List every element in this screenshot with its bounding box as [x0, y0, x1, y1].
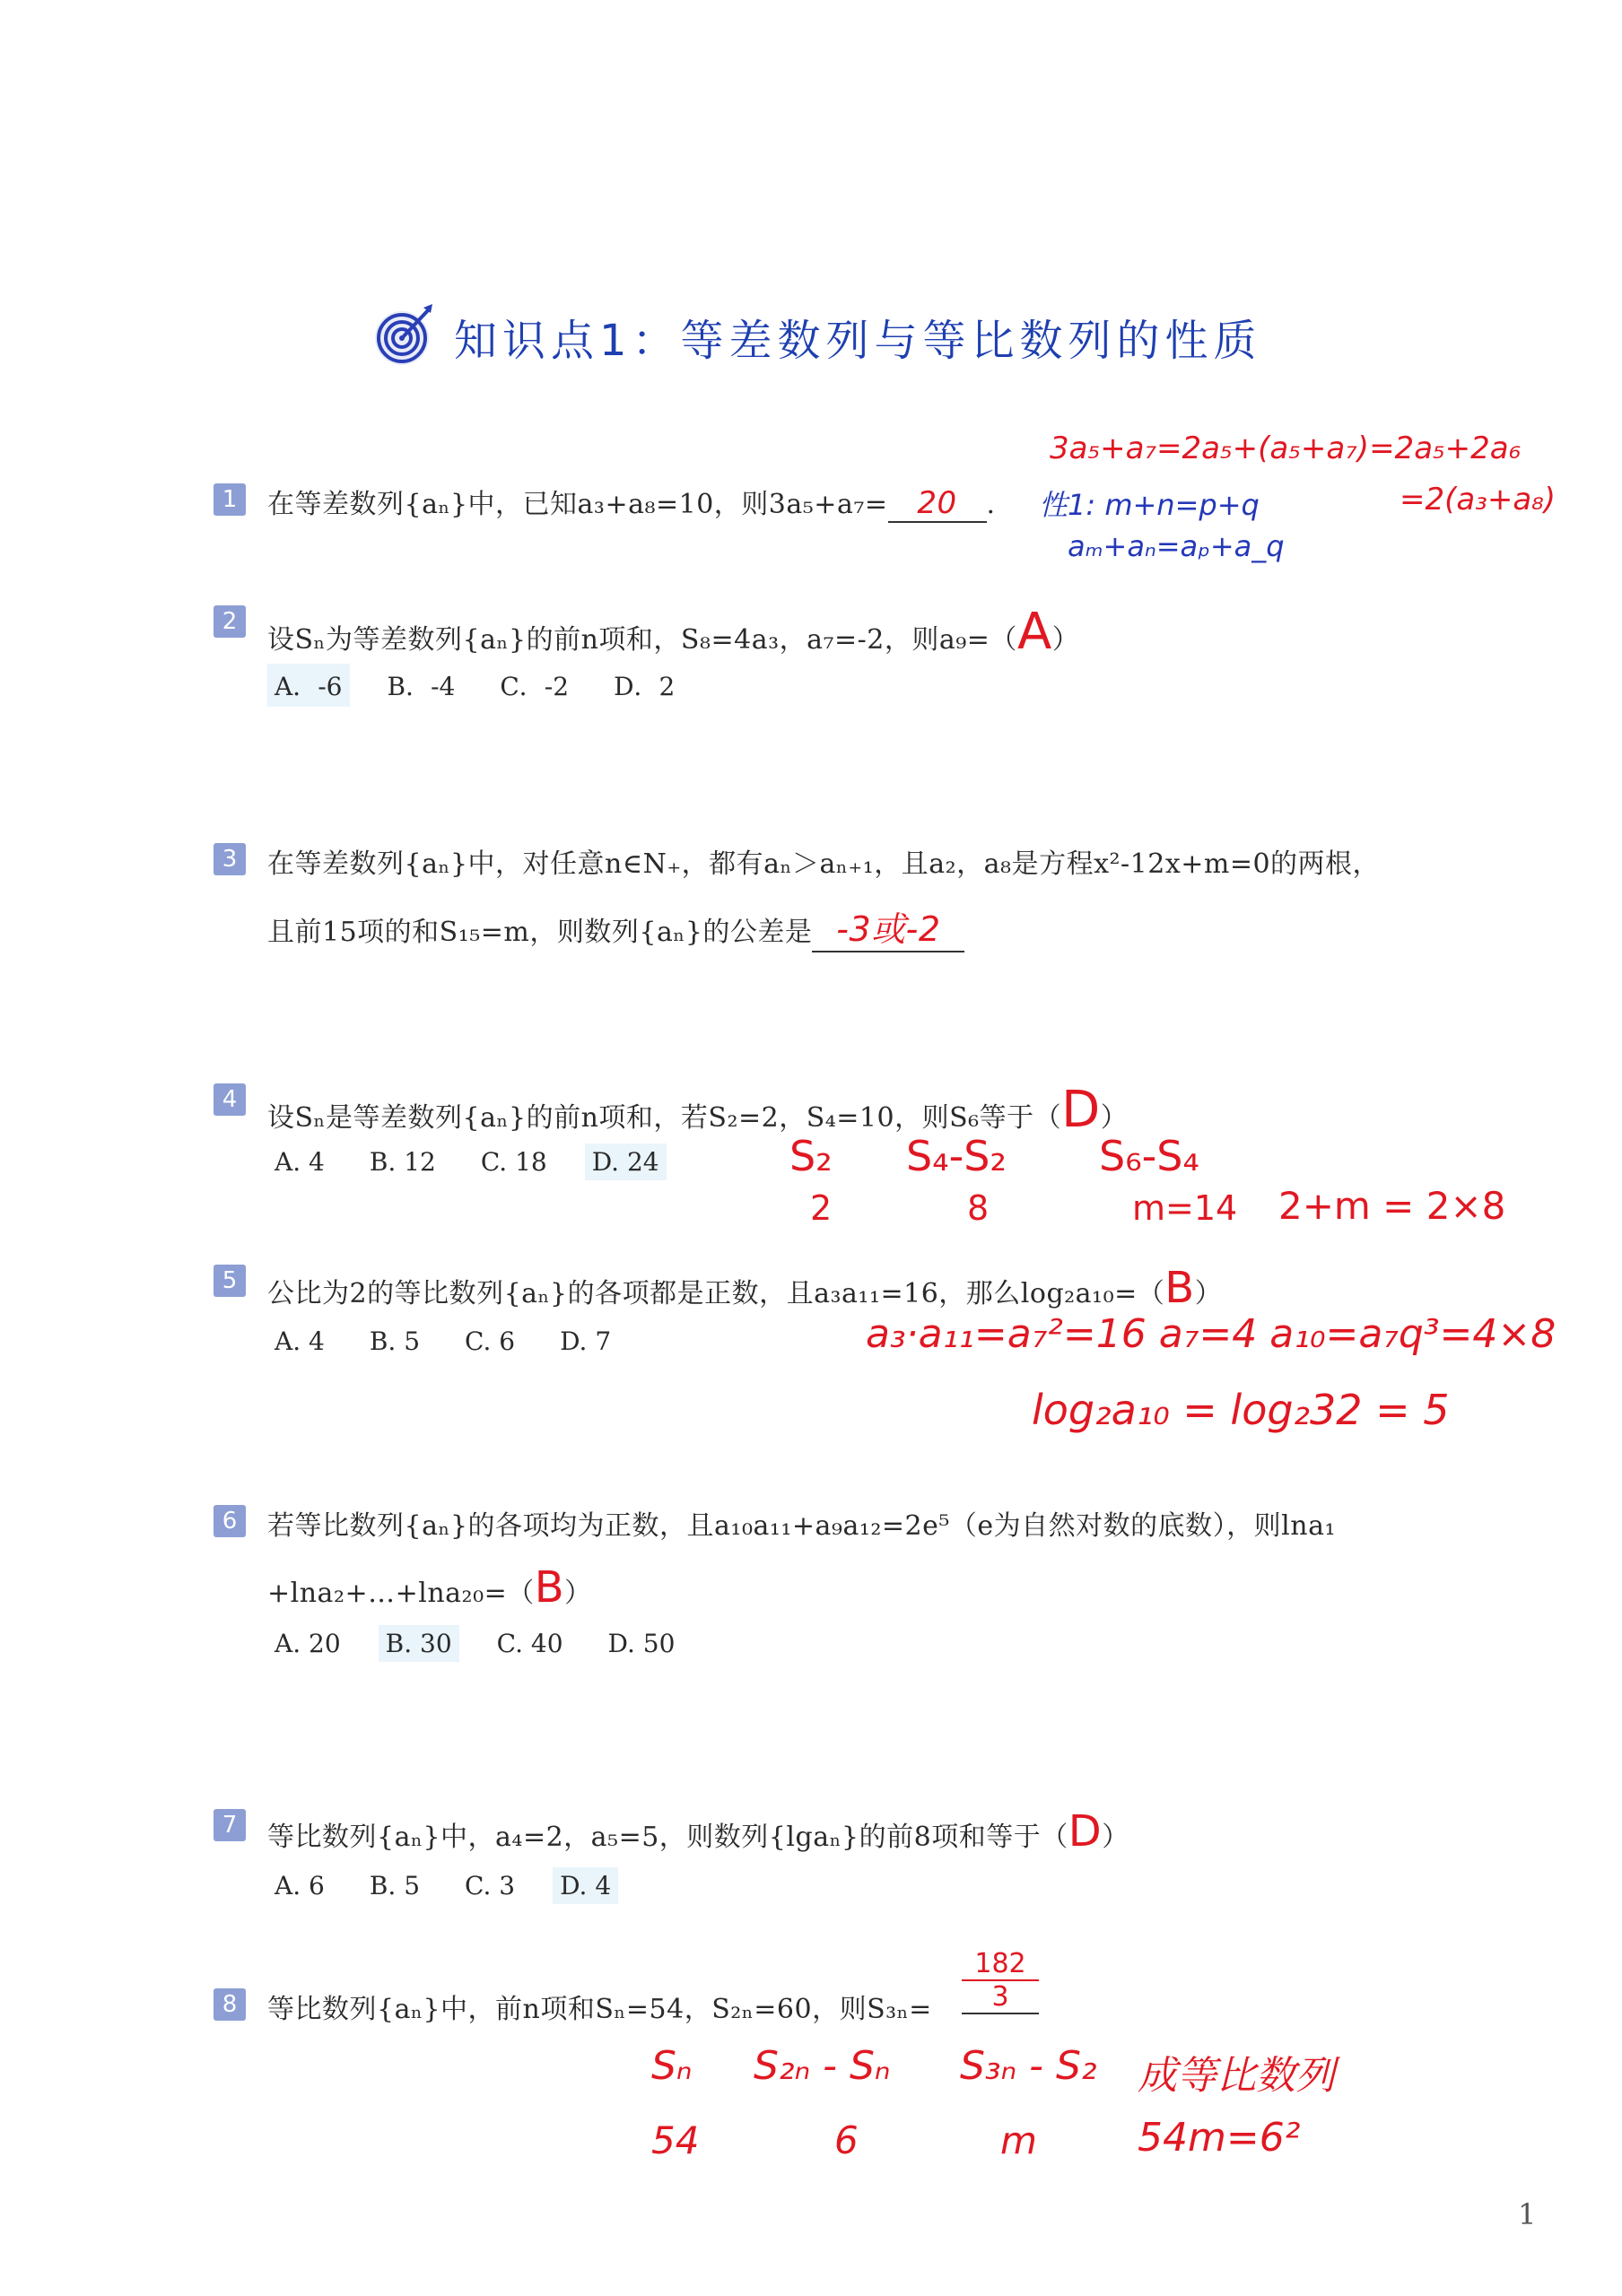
question-tail: . — [986, 489, 996, 520]
answer-mark: A — [1016, 603, 1052, 661]
option-b: B. 30 — [379, 1625, 459, 1662]
question-7-text — [267, 1806, 1129, 1857]
section-title: 知识点1：等差数列与等比数列的性质 — [454, 315, 1262, 366]
question-number: 3 — [214, 843, 246, 875]
question-text: 公比为2的等比数列{aₙ}的各项都是正数，且a₃a₁₁=16，那么log₂a₁₀=（ — [267, 1278, 1165, 1309]
question-4-text — [267, 1081, 1128, 1139]
target-icon — [368, 300, 440, 372]
question-number: 5 — [214, 1265, 246, 1297]
handwritten-note: =2(a₃+a₈) — [1400, 482, 1557, 517]
option-a: A. 4 — [275, 1326, 325, 1356]
options-row — [267, 664, 712, 707]
answer-denominator: 3 — [991, 1981, 1009, 2013]
handwritten-note: S₄-S₂ — [906, 1132, 1007, 1180]
answer-numerator: 182 — [962, 1948, 1039, 1981]
question-number: 6 — [214, 1505, 246, 1537]
question-text: 设Sₙ为等差数列{aₙ}的前n项和，S₈=4a₃，a₇=-2，则a₉=（ — [267, 624, 1017, 656]
question-text: 且前15项的和S₁₅=m，则数列{aₙ}的公差是 — [267, 917, 813, 948]
options-row — [267, 1323, 649, 1360]
question-3-text-line2 — [267, 901, 964, 952]
option-a: A. 20 — [275, 1629, 341, 1658]
option-a: A. 6 — [275, 1871, 325, 1900]
option-c: C. 6 — [465, 1326, 516, 1356]
answer-mark: B — [534, 1562, 565, 1613]
option-c: C. 3 — [465, 1871, 516, 1900]
answer-mark: D — [1061, 1081, 1101, 1139]
option-c: C. 18 — [480, 1147, 547, 1177]
question-2-text — [267, 603, 1079, 661]
answer-blank — [962, 1948, 1039, 2014]
section-heading — [368, 300, 1262, 372]
question-number: 7 — [214, 1809, 246, 1841]
option-b: B. 5 — [369, 1871, 421, 1900]
handwritten-note: 8 — [967, 1188, 990, 1228]
options-row — [267, 1867, 649, 1904]
handwritten-note: m=14 — [1132, 1188, 1238, 1228]
question-number: 2 — [214, 605, 246, 638]
question-6-text-line2 — [267, 1562, 592, 1613]
options-row — [267, 1144, 697, 1180]
handwritten-note: 54m=6² — [1138, 2115, 1301, 2161]
handwritten-note: 成等比数列 — [1138, 2053, 1335, 2099]
question-tail: ） — [1100, 1102, 1129, 1134]
option-d: D. 24 — [585, 1144, 667, 1180]
handwritten-note: 2 — [810, 1188, 833, 1228]
option-c: C．-2 — [500, 672, 570, 701]
question-tail: ） — [564, 1578, 592, 1609]
handwritten-note: S₂ — [789, 1132, 833, 1180]
handwritten-note: m — [1000, 2118, 1037, 2162]
handwritten-note: 54 — [651, 2118, 700, 2162]
option-d: D. 7 — [560, 1326, 612, 1356]
question-text: +lna₂+…+lna₂₀=（ — [267, 1578, 535, 1609]
option-b: B．-4 — [387, 672, 456, 701]
handwritten-note: aₘ+aₙ=aₚ+a_q — [1068, 529, 1285, 563]
option-c: C. 40 — [496, 1629, 563, 1658]
handwritten-note: log₂a₁₀ = log₂32 = 5 — [1032, 1386, 1450, 1434]
question-number: 8 — [214, 1988, 246, 2021]
option-d: D. 50 — [607, 1629, 676, 1658]
option-d: D．2 — [614, 672, 676, 701]
question-tail: ） — [1194, 1278, 1223, 1309]
question-number: 1 — [214, 483, 246, 516]
question-tail: ） — [1102, 1822, 1129, 1853]
option-d: D. 4 — [553, 1867, 618, 1904]
answer-blank: 20 — [888, 485, 987, 523]
question-5-text — [267, 1263, 1222, 1313]
question-text: 设Sₙ是等差数列{aₙ}的前n项和，若S₂=2，S₄=10，则S₆等于（ — [267, 1102, 1062, 1134]
answer-mark: D — [1068, 1806, 1103, 1857]
handwritten-note: 性1: m+n=p+q — [1039, 488, 1260, 522]
option-a: A．-6 — [267, 664, 350, 707]
handwritten-note: 2+m = 2×8 — [1278, 1184, 1506, 1228]
question-text: 在等差数列{aₙ}中，已知a₃+a₈=10，则3a₅+a₇= — [267, 489, 888, 520]
question-text: 若等比数列{aₙ}的各项均为正数，且a₁₀a₁₁+a₉a₁₂=2e⁵（e为自然对数的底数），则lna₁ — [267, 1510, 1336, 1542]
handwritten-note: S₆-S₄ — [1099, 1132, 1199, 1180]
question-number: 4 — [214, 1083, 246, 1116]
answer-blank: -3或-2 — [812, 901, 964, 952]
page-number: 1 — [1518, 2197, 1537, 2231]
option-b: B. 5 — [369, 1326, 421, 1356]
options-row — [267, 1625, 712, 1662]
option-b: B. 12 — [369, 1147, 436, 1177]
question-tail: ） — [1051, 624, 1080, 656]
handwritten-note: 6 — [834, 2118, 859, 2162]
handwritten-note: a₃·a₁₁=a₇²=16 a₇=4 a₁₀=a₇q³=4×8 — [866, 1311, 1557, 1357]
question-1-text — [267, 482, 996, 523]
question-text: 等比数列{aₙ}中，前n项和Sₙ=54，S₂ₙ=60，则S₃ₙ= — [267, 1994, 932, 2025]
option-a: A. 4 — [275, 1147, 325, 1177]
answer-mark: B — [1164, 1263, 1195, 1313]
handwritten-note: Sₙ — [651, 2043, 693, 2089]
handwritten-note: S₂ₙ - Sₙ — [754, 2043, 891, 2089]
handwritten-note: S₃ₙ - S₂ — [960, 2043, 1097, 2089]
question-text: 在等差数列{aₙ}中，对任意n∈N₊，都有aₙ＞aₙ₊₁，且a₂，a₈是方程x²-12x+m=0的两根， — [267, 848, 1381, 880]
handwritten-note: 3a₅+a₇=2a₅+(a₅+a₇)=2a₅+2a₆ — [1050, 430, 1522, 466]
question-text: 等比数列{aₙ}中，a₄=2，a₅=5，则数列{lgaₙ}的前8项和等于（ — [267, 1822, 1068, 1853]
